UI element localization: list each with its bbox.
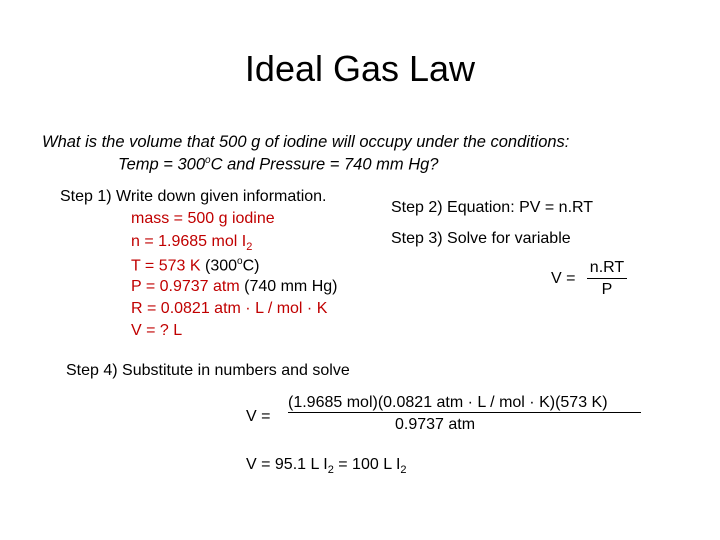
unknown-volume: V = ? L — [131, 322, 183, 339]
question-temp: Temp = 300 — [118, 155, 205, 174]
question-line-2 — [118, 155, 438, 175]
step4-denominator: 0.9737 atm — [395, 416, 476, 433]
step2-equation: Step 2) Equation: PV = n.RT — [391, 199, 594, 216]
step4-heading: Step 4) Substitute in numbers and solve — [66, 362, 350, 379]
slide-title: Ideal Gas Law — [244, 48, 476, 89]
step4-numerator: (1.9685 mol)(0.0821 atm · L / mol · K)(573 K) — [288, 394, 608, 411]
given-mass: mass = 500 g iodine — [131, 210, 275, 227]
result-subscript-2: 2 — [400, 464, 407, 477]
pressure-atm: P = 0.9737 atm — [131, 278, 240, 295]
step1-heading: Step 1) Write down given information. — [60, 188, 327, 205]
temperature-kelvin: T = 573 K — [131, 257, 201, 275]
degree-superscript: o — [205, 155, 211, 166]
moles-value: n = 1.9685 mol I — [131, 233, 247, 250]
given-moles — [131, 233, 252, 253]
question-line-1: What is the volume that 500 g of iodine will occupy under the conditions: — [42, 133, 570, 151]
pressure-mmhg: (740 mm Hg) — [244, 278, 338, 295]
step3-heading: Step 3) Solve for variable — [391, 230, 571, 247]
result-subscript-1: 2 — [327, 464, 334, 477]
moles-subscript: 2 — [246, 241, 253, 254]
degree-superscript: o — [237, 256, 243, 267]
step3-denominator: P — [601, 281, 613, 298]
step3-lhs: V = — [551, 270, 576, 287]
given-gas-constant: R = 0.0821 atm · L / mol · K — [131, 300, 328, 317]
step3-numerator: n.RT — [589, 259, 625, 276]
question-pressure: C and Pressure = 740 mm Hg? — [210, 155, 439, 174]
temperature-celsius-close: C) — [242, 257, 260, 275]
given-temperature — [131, 256, 259, 275]
result-rounded: = 100 L I — [333, 456, 401, 473]
step4-result — [246, 456, 407, 476]
given-pressure — [131, 278, 337, 296]
step4-lhs: V = — [246, 408, 271, 425]
step4-fraction-bar — [288, 412, 641, 413]
temperature-celsius-open: (300 — [204, 257, 238, 275]
result-volume: V = 95.1 L I — [246, 456, 328, 473]
step3-fraction-bar — [587, 278, 627, 279]
